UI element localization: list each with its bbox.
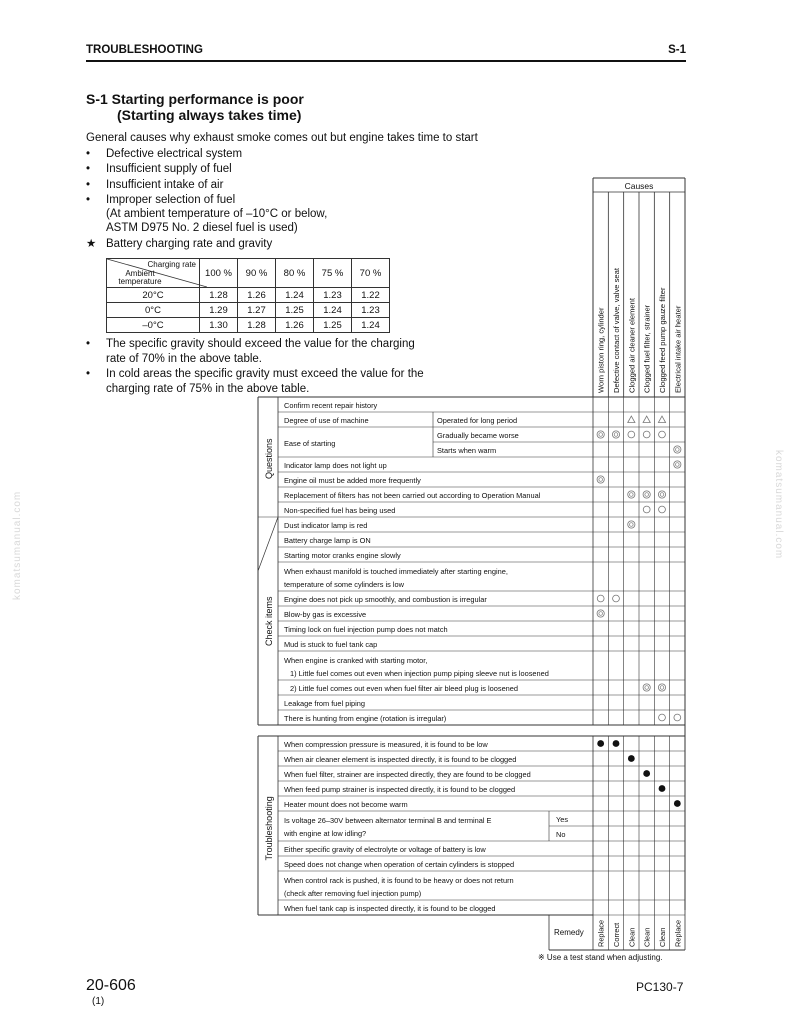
check-text: 2) Little fuel comes out even when fuel filter air bleed plug is loosened: [290, 684, 519, 693]
cause-likely-double-circle: [612, 431, 619, 438]
rate-header: 75 %: [314, 259, 352, 288]
bullet-text: rate of 70% in the above table.: [106, 352, 262, 365]
section-code: S-1: [668, 44, 686, 56]
trouble-text: When control rack is pushed, it is found to be heavy or does not return: [284, 876, 514, 885]
check-text: Confirm recent repair history: [284, 401, 378, 410]
check-text: 1) Little fuel comes out even when injection pump piping sleeve nut is loosened: [290, 669, 549, 678]
remedy-item: Replace: [596, 919, 606, 947]
remedy-item: Clean: [642, 927, 652, 947]
trouble-text: When air cleaner element is inspected directly, it is found to be clogged: [284, 755, 517, 764]
check-text: Engine oil must be added more frequently: [284, 476, 421, 485]
bullet-icon: •: [86, 148, 91, 160]
cause-possible-circle: [597, 595, 604, 602]
bullet-text: Defective electrical system: [106, 148, 243, 160]
temp-cell: 20°C: [107, 288, 200, 303]
cell-text: Starts when warm: [437, 446, 497, 455]
star-icon: ★: [86, 237, 97, 250]
check-text: Replacement of filters has not been carried out according to Operation Manual: [284, 491, 541, 500]
check-text: Dust indicator lamp is red: [284, 521, 368, 530]
questions-group-label: Questions: [264, 438, 274, 479]
gravity-cell: 1.24: [314, 303, 352, 318]
watermark-right: komatsumanual.com: [773, 450, 784, 560]
remedy-item: Clean: [627, 927, 637, 947]
cell-text: Operated for long period: [437, 416, 518, 425]
bullet-text: Insufficient supply of fuel: [106, 163, 232, 176]
cause-likely-double-circle: [628, 521, 635, 528]
check-text: When exhaust manifold is touched immediately after starting engine,: [284, 567, 508, 576]
trouble-text: Heater mount does not become warm: [284, 800, 408, 809]
cause-label: Worn piston ring, cylinder: [596, 307, 606, 393]
group-diagonal: [258, 517, 278, 571]
temp-cell: 0°C: [107, 303, 200, 318]
intro-text: General causes why exhaust smoke comes out but engine takes time to start: [86, 132, 478, 144]
cause-possible-circle: [659, 506, 666, 513]
check-text: Indicator lamp does not light up: [284, 461, 387, 470]
rate-header: 70 %: [352, 259, 390, 288]
cause-highly-likely-dot: [674, 800, 681, 807]
gravity-cell: 1.26: [276, 318, 314, 333]
trouble-text: When compression pressure is measured, it is found to be low: [284, 740, 488, 749]
section-header: TROUBLESHOOTING: [86, 44, 203, 56]
page-revision: (1): [92, 996, 105, 1007]
cause-label: Clogged feed pump gauze filter: [658, 287, 667, 393]
cause-highly-likely-dot: [597, 740, 604, 747]
cause-triangle: [643, 416, 650, 422]
remedy-item: Correct: [612, 922, 621, 947]
question-text: Ease of starting: [284, 439, 336, 448]
cause-possible-circle: [643, 431, 650, 438]
cause-likely-double-circle: [628, 491, 635, 498]
gravity-cell: 1.27: [238, 303, 276, 318]
gravity-cell: 1.24: [276, 288, 314, 303]
cause-possible-circle: [628, 431, 635, 438]
check-text: Non-specified fuel has being used: [284, 506, 396, 515]
gravity-cell: 1.25: [314, 318, 352, 333]
trouble-text: Speed does not change when operation of certain cylinders is stopped: [284, 860, 515, 869]
bullet-icon: •: [86, 368, 91, 380]
gravity-cell: 1.25: [276, 303, 314, 318]
corner-bottom-label: Ambient temperature: [118, 269, 162, 286]
cause-highly-likely-dot: [659, 785, 666, 792]
bullet-icon: •: [86, 338, 91, 350]
causes-title: Causes: [624, 181, 654, 191]
cause-triangle: [628, 416, 635, 422]
bullet-text: The specific gravity should exceed the value for the charging: [106, 338, 415, 350]
cause-highly-likely-dot: [613, 740, 620, 747]
cause-label: Electrical intake air heater: [673, 305, 683, 393]
gravity-cell: 1.29: [200, 303, 238, 318]
question-text: Degree of use of machine: [284, 416, 369, 425]
trouble-text: Either specific gravity of electrolyte or voltage of battery is low: [284, 845, 486, 854]
remedy-label: Remedy: [554, 928, 584, 937]
gravity-cell: 1.23: [314, 288, 352, 303]
corner-top-label: Charging rate: [147, 260, 196, 269]
gravity-cell: 1.22: [352, 288, 390, 303]
remedy-item: Replace: [673, 919, 683, 947]
footnote: ※ Use a test stand when adjusting.: [538, 953, 663, 962]
cause-possible-circle: [643, 506, 650, 513]
check-items-group-label: Check items: [264, 596, 274, 646]
cause-highly-likely-dot: [643, 770, 650, 777]
cause-likely-double-circle: [597, 431, 604, 438]
bullet-icon: •: [86, 193, 91, 206]
bullet-text: ASTM D975 No. 2 diesel fuel is used): [106, 222, 298, 235]
check-text: Timing lock on fuel injection pump does not match: [284, 625, 448, 634]
rate-header: 90 %: [238, 259, 276, 288]
trouble-text: Is voltage 26–30V between alternator terminal B and terminal E: [284, 816, 492, 825]
rate-header: 100 %: [200, 259, 238, 288]
model-code: PC130-7: [636, 980, 684, 994]
page-title: S-1 Starting performance is poor: [86, 91, 304, 107]
cause-label: Clogged fuel filter, strainer: [642, 304, 652, 393]
bullet-icon: •: [86, 178, 91, 191]
cause-possible-circle: [659, 714, 666, 721]
cause-possible-circle: [659, 431, 666, 438]
check-text: When engine is cranked with starting motor,: [284, 656, 428, 665]
trouble-text: with engine at low idling?: [284, 829, 367, 838]
cause-likely-double-circle: [597, 476, 604, 483]
gravity-cell: 1.26: [238, 288, 276, 303]
cause-label: Defective contact of valve, valve seat: [612, 268, 621, 393]
bullet-text: (At ambient temperature of –10°C or below,: [106, 208, 328, 221]
rate-header: 80 %: [276, 259, 314, 288]
cause-label: Clogged air cleaner element: [627, 298, 637, 393]
check-text: Mud is stuck to fuel tank cap: [284, 640, 378, 649]
gravity-cell: 1.28: [238, 318, 276, 333]
gravity-cell: 1.28: [200, 288, 238, 303]
check-text: Leakage from fuel piping: [284, 699, 365, 708]
cause-likely-double-circle: [658, 491, 665, 498]
bullet-icon: •: [86, 163, 91, 176]
cell-text: Gradually became worse: [437, 431, 519, 440]
check-text: There is hunting from engine (rotation is irregular): [284, 714, 447, 723]
gravity-cell: 1.23: [352, 303, 390, 318]
cause-likely-double-circle: [674, 461, 681, 468]
cause-likely-double-circle: [643, 684, 650, 691]
yes-label: Yes: [556, 815, 569, 824]
trouble-text: (check after removing fuel injection pump): [284, 889, 422, 898]
check-text: Blow-by gas is excessive: [284, 610, 367, 619]
troubleshooting-group-label: Troubleshooting: [264, 796, 274, 861]
cause-highly-likely-dot: [628, 755, 635, 762]
bullet-text: charging rate of 75% in the above table.: [106, 382, 310, 395]
cause-triangle: [658, 416, 665, 422]
bullet-text: Insufficient intake of air: [106, 178, 224, 191]
cause-possible-circle: [674, 714, 681, 721]
page-subtitle: (Starting always takes time): [117, 107, 302, 123]
trouble-text: When fuel tank cap is inspected directly, it is found to be clogged: [284, 904, 496, 913]
trouble-text: When fuel filter, strainer are inspected directly, they are found to be clogged: [284, 770, 531, 779]
cause-likely-double-circle: [643, 491, 650, 498]
cause-possible-circle: [613, 595, 620, 602]
cause-likely-double-circle: [658, 684, 665, 691]
page-number: 20-606: [86, 977, 136, 994]
bullet-text: In cold areas the specific gravity must exceed the value for the: [106, 368, 424, 380]
temp-cell: –0°C: [107, 318, 200, 333]
check-text: temperature of some cylinders is low: [284, 580, 404, 589]
bullet-text: Battery charging rate and gravity: [106, 237, 273, 250]
check-text: Battery charge lamp is ON: [284, 536, 371, 545]
gravity-cell: 1.24: [352, 318, 390, 333]
bullet-text: Improper selection of fuel: [106, 193, 236, 206]
remedy-item: Clean: [658, 927, 667, 947]
check-text: Starting motor cranks engine slowly: [284, 551, 401, 560]
check-text: Engine does not pick up smoothly, and combustion is irregular: [284, 595, 487, 604]
cause-likely-double-circle: [597, 610, 604, 617]
watermark-left: komatsumanual.com: [12, 490, 23, 600]
cause-likely-double-circle: [674, 446, 681, 453]
no-label: No: [556, 830, 566, 839]
trouble-text: When feed pump strainer is inspected directly, it is found to be clogged: [284, 785, 516, 794]
gravity-cell: 1.30: [200, 318, 238, 333]
